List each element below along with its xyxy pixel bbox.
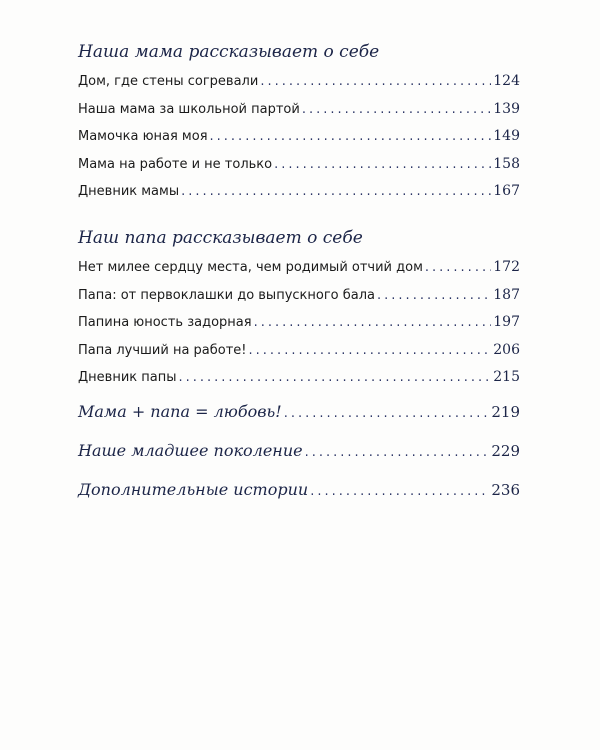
toc-entry-page: 172 (493, 259, 520, 275)
toc-entry-page: 167 (493, 183, 520, 199)
toc-standalone-younger-generation (78, 436, 520, 466)
toc-entry (78, 397, 520, 427)
toc-entry (78, 123, 520, 151)
toc-entry (78, 151, 520, 179)
toc-entry-page: 229 (491, 442, 520, 460)
dot-leader (305, 438, 490, 468)
toc-entry-page: 206 (493, 341, 520, 358)
dot-leader (260, 68, 491, 96)
dot-leader (377, 282, 491, 310)
table-of-contents (78, 40, 520, 499)
toc-entry-label: Мама + папа = любовь! (78, 402, 282, 421)
dot-leader (302, 96, 491, 124)
toc-entry (78, 309, 520, 337)
toc-entry (78, 254, 520, 282)
dot-leader (310, 477, 489, 507)
toc-entry (78, 475, 520, 505)
toc-entry-page: 197 (493, 314, 520, 330)
toc-standalone-love (78, 397, 520, 427)
dot-leader (284, 399, 490, 429)
toc-entry (78, 436, 520, 466)
section-title: Наша мама рассказывает о себе (78, 42, 380, 62)
toc-entry-label: Дневник мамы (78, 184, 180, 199)
dot-leader (274, 151, 491, 179)
toc-entry-label: Дневник папы (78, 370, 177, 385)
toc-entry-label: Дом, где стены согревали (78, 74, 259, 89)
toc-entry-page: 124 (493, 73, 520, 89)
toc-entry (78, 337, 520, 365)
toc-entry-label: Мамочка юная моя (78, 129, 208, 144)
toc-entry-page: 219 (491, 403, 520, 421)
toc-entry-page: 139 (493, 100, 520, 117)
dot-leader (425, 254, 491, 282)
section-title: Наш папа рассказывает о себе (78, 228, 363, 248)
toc-entry-page: 158 (493, 155, 520, 172)
dot-leader (249, 337, 492, 365)
toc-entry-label: Наша мама за школьной партой (78, 101, 300, 117)
toc-entry-label: Мама на работе и не только (78, 156, 273, 172)
toc-entry (78, 178, 520, 206)
toc-entry (78, 68, 520, 96)
toc-entry-page: 149 (493, 128, 520, 144)
toc-entry (78, 364, 520, 392)
toc-entry-label: Дополнительные истории (78, 480, 309, 499)
toc-standalone-extra-stories (78, 475, 520, 505)
dot-leader (181, 178, 491, 206)
dot-leader (178, 364, 491, 392)
toc-entry-label: Папа лучший на работе! (78, 342, 247, 358)
toc-entry-label: Папа: от первоклашки до выпускного бала (78, 287, 376, 303)
toc-entry-label: Папина юность задорная (78, 315, 252, 330)
toc-entry-page: 187 (493, 286, 520, 303)
toc-section-dad (78, 226, 520, 392)
dot-leader (254, 309, 492, 337)
toc-entry-page: 215 (493, 369, 520, 385)
toc-entry (78, 282, 520, 310)
toc-section-mom (78, 40, 520, 206)
toc-entry-label: Наше младшее поколение (78, 441, 303, 460)
toc-entry-label: Нет милее сердцу места, чем родимый отчий дом (78, 260, 423, 275)
toc-entry (78, 96, 520, 124)
dot-leader (210, 123, 492, 151)
toc-entry-page: 236 (491, 481, 520, 499)
